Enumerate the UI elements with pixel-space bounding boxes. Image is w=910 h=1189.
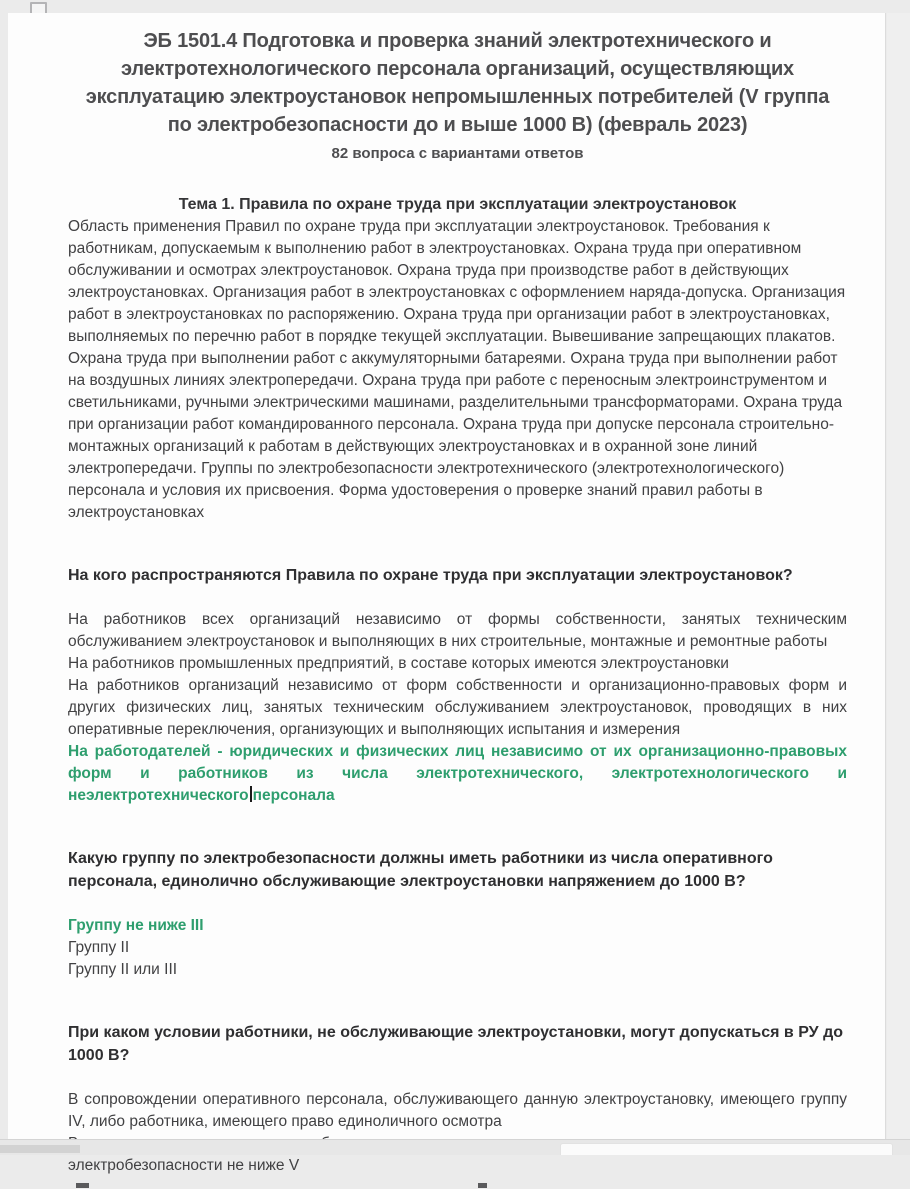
footer-panel (560, 1143, 893, 1155)
answer-option: На работников всех организаций независимо от формы собственности, занятых техническим обслуживанием электроустановок и выполняющих в них строительные, монтажные и ремонтные работы (68, 611, 847, 650)
page-right-margin (887, 13, 910, 1140)
question-3: При каком условии работники, не обслуживающие электроустановки, могут допускаться в РУ до 1000 В? (68, 1024, 843, 1064)
answer-option: В сопровождении оперативного персонала, обслуживающего данную электроустановку, имеющего группу IV, либо работника, имеющего право единоличного осмотра (68, 1091, 847, 1130)
question-2-answers (68, 915, 847, 981)
doc-subtitle: 82 вопроса с вариантами ответов (331, 145, 584, 162)
question-1: На кого распространяются Правила по охране труда при эксплуатации электроустановок? (68, 567, 793, 584)
answer-option-correct: Группу не ниже III (68, 917, 204, 934)
document-page (8, 13, 886, 1174)
answer-option: электробезопасности не ниже V (68, 1157, 300, 1174)
clipped-letter-top (76, 1183, 89, 1188)
clipped-text-line (68, 1181, 847, 1189)
clipped-letter-top (478, 1183, 487, 1188)
answer-option: На работников организаций независимо от форм собственности и организационно-правовых форм и других физических лиц, занятых техническим обслуживанием электроустановок, проводящих в них оперативные переключения, организующих и выполняющих испытания и измерения (68, 677, 847, 738)
topic-description: Область применения Правил по охране труда при эксплуатации электроустановок. Требования к работникам, допускаемым к выполнению работ в электроустановках. Охрана труда при оперативном обслуживании и осмотрах электроустановок. Охрана труда при производстве работ в действующих электроустановках. Организация работ в электроустановках с оформлением наряда-допуска. Организация работ в электроустановках по распоряжению. Охрана труда при организации работ в электроустановках, выполняемых по перечню работ в порядке текущей эксплуатации. Вывешивание запрещающих плакатов. Охрана труда при выполнении работ с аккумуляторными батареями. Охрана труда при выполнении работ на воздушных линиях электропередачи. Охрана труда при работе с переносным электроинструментом и светильниками, ручными электрическими машинами, разделительными трансформаторами. Охрана труда при организации работ командированного персонала. Охрана труда при допуске персонала строительно-монтажных организаций к работам в действующих электроустановках и в охранной зоне линий электропередачи. Группы по электробезопасности электротехнического (электротехнологического) персонала и условия их присвоения. Форма удостоверения о проверке знаний правил работы в электроустановках (68, 218, 846, 521)
answer-option: На работников промышленных предприятий, в составе которых имеются электроустановки (68, 655, 729, 672)
question-2: Какую группу по электробезопасности должны иметь работники из числа оперативного персонала, единолично обслуживающие электроустановки напряжением до 1000 В? (68, 850, 773, 890)
answer-option: Группу II или III (68, 961, 178, 978)
text-cursor-caret (250, 786, 252, 802)
answer-text-after-caret: персонала (252, 787, 335, 804)
doc-title: ЭБ 1501.4 Подготовка и проверка знаний электротехнического и электротехнологического персонала организаций, осуществляющих эксплуатацию электроустановок непромышленных потребителей (V группа по электробезопасности до и выше 1000 В) (февраль 2023) (85, 30, 830, 136)
answer-option: Группу II (68, 939, 130, 956)
answer-text-before-caret: На работодателей - юридических и физических лиц независимо от их организационно-правовых форм и работников из числа электротехнического, электротехнологического и неэлектротехнического (68, 743, 847, 804)
question-1-answers (68, 609, 847, 807)
answer-option-correct (68, 741, 847, 807)
topic-heading: Тема 1. Правила по охране труда при эксплуатации электроустановок (178, 196, 737, 213)
horizontal-scrollbar[interactable] (0, 1139, 910, 1155)
scrollbar-thumb[interactable] (0, 1145, 80, 1153)
question-3-answers (68, 1089, 847, 1177)
